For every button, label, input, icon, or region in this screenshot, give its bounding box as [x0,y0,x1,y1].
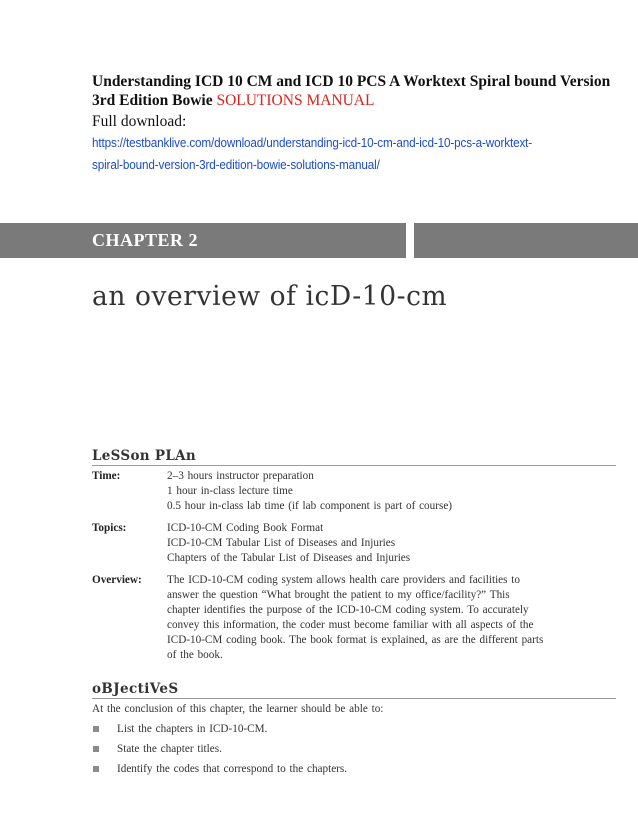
time-line: 0.5 hour in-class lab time (if lab component is part of course) [167,500,453,512]
time-line: 1 hour in-class lecture time [167,485,293,497]
objectives-divider [92,698,616,699]
topics-label: Topics: [92,522,127,534]
overview-line: ICD-10-CM coding book. The book format is explained, as are the different parts [167,634,544,646]
overview-line: of the book. [167,649,223,661]
download-link-line-2[interactable]: spiral-bound-version-3rd-edition-bowie-solutions-manual/ [92,158,380,172]
objectives-list [92,719,347,779]
objective-text: Identify the codes that correspond to the chapters. [117,763,348,775]
objective-text: State the chapter titles. [117,743,222,755]
chapter-bar [0,223,638,258]
title-solutions-manual: SOLUTIONS MANUAL [216,92,375,109]
topics-line: ICD-10-CM Tabular List of Diseases and Injuries [167,537,396,549]
overview-label: Overview: [92,574,142,586]
download-link[interactable] [92,132,613,176]
square-bullet-icon [93,766,99,772]
overview-values [167,573,617,663]
chapter-bar-main [0,223,406,258]
objectives-intro: At the conclusion of this chapter, the learner should be able to: [92,703,384,715]
time-values [167,469,617,514]
topics-line: ICD-10-CM Coding Book Format [167,522,324,534]
time-line: 2–3 hours instructor preparation [167,470,314,482]
download-link-line-1[interactable]: https://testbanklive.com/download/understanding-icd-10-cm-and-icd-10-pcs-a-worktext- [92,136,533,150]
overview-line: answer the question “What brought the patient to my office/facility?” This [167,589,510,601]
chapter-bar-end [414,223,638,258]
chapter-bar-gap [406,223,414,258]
objective-item [92,719,347,739]
chapter-label: CHAPTER 2 [92,230,199,250]
objective-item [92,759,347,779]
objectives-heading: oBJectiVeS [92,681,179,697]
document-title [92,72,612,110]
overview-line: The ICD-10-CM coding system allows health care providers and facilities to [167,574,520,586]
time-label: Time: [92,470,121,482]
objective-item [92,739,347,759]
lesson-plan-heading: LeSSon PLAn [92,448,197,464]
chapter-title: an overview of icD-10-cm [92,281,448,312]
square-bullet-icon [93,726,99,732]
topics-values [167,521,617,566]
header-block [92,72,612,176]
overview-line: chapter identifies the purpose of the ICD-10-CM coding system. To accurately [167,604,529,616]
title-main: Understanding ICD 10 CM and ICD 10 PCS A Worktext Spiral bound Version 3rd Edition Bowie [92,73,611,109]
objective-text: List the chapters in ICD-10-CM. [117,723,268,735]
overview-line: convey this information, the coder must become familiar with all aspects of the [167,619,534,631]
topics-line: Chapters of the Tabular List of Diseases and Injuries [167,552,411,564]
lesson-plan-divider [92,465,616,466]
square-bullet-icon [93,746,99,752]
full-download-label: Full download: [92,113,187,130]
